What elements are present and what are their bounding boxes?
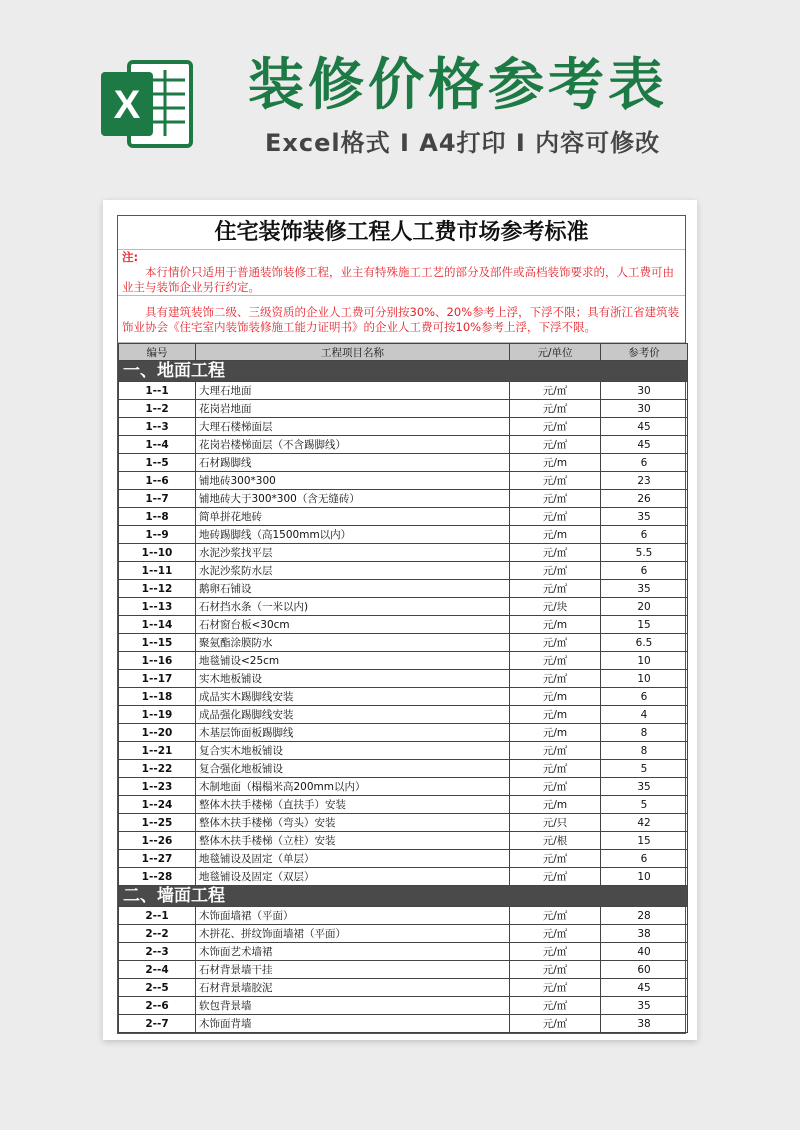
banner-title: 装修价格参考表 xyxy=(248,53,668,118)
table-row xyxy=(119,490,688,508)
cell-name: 地毯铺设及固定（双层） xyxy=(196,868,510,886)
table-row xyxy=(119,724,688,742)
cell-no: 1--6 xyxy=(119,472,196,490)
cell-no: 1--8 xyxy=(119,508,196,526)
cell-unit: 元/㎡ xyxy=(510,652,601,670)
logo-letter: X xyxy=(113,83,141,127)
cell-unit: 元/㎡ xyxy=(510,979,601,997)
cell-name: 石材挡水条（一米以内) xyxy=(196,598,510,616)
spreadsheet-page xyxy=(103,200,697,1040)
cell-no: 1--5 xyxy=(119,454,196,472)
table-row xyxy=(119,670,688,688)
cell-no: 2--3 xyxy=(119,943,196,961)
cell-no: 2--7 xyxy=(119,1015,196,1033)
cell-price: 42 xyxy=(601,814,688,832)
cell-unit: 元/m xyxy=(510,616,601,634)
cell-unit: 元/㎡ xyxy=(510,868,601,886)
table-row xyxy=(119,400,688,418)
cell-price: 60 xyxy=(601,961,688,979)
section-title: 一、地面工程 xyxy=(119,361,688,382)
cell-name: 成品实木踢脚线安装 xyxy=(196,688,510,706)
sheet-frame xyxy=(117,215,686,1034)
table-row xyxy=(119,796,688,814)
cell-no: 1--14 xyxy=(119,616,196,634)
table-row xyxy=(119,472,688,490)
cell-name: 软包背景墙 xyxy=(196,997,510,1015)
cell-price: 20 xyxy=(601,598,688,616)
cell-unit: 元/㎡ xyxy=(510,508,601,526)
cell-no: 2--6 xyxy=(119,997,196,1015)
cell-no: 1--1 xyxy=(119,382,196,400)
table-row xyxy=(119,652,688,670)
cell-unit: 元/㎡ xyxy=(510,634,601,652)
cell-name: 木饰面墙裙（平面） xyxy=(196,907,510,925)
cell-no: 1--21 xyxy=(119,742,196,760)
cell-price: 28 xyxy=(601,907,688,925)
cell-price: 23 xyxy=(601,472,688,490)
cell-unit: 元/m xyxy=(510,796,601,814)
table-row xyxy=(119,544,688,562)
cell-price: 6.5 xyxy=(601,634,688,652)
section-title: 二、墙面工程 xyxy=(119,886,688,907)
cell-no: 1--9 xyxy=(119,526,196,544)
cell-unit: 元/m xyxy=(510,526,601,544)
cell-name: 复合强化地板铺设 xyxy=(196,760,510,778)
cell-no: 1--15 xyxy=(119,634,196,652)
header-name: 工程项目名称 xyxy=(196,344,510,361)
cell-unit: 元/㎡ xyxy=(510,907,601,925)
cell-name: 简单拼花地砖 xyxy=(196,508,510,526)
cell-no: 1--4 xyxy=(119,436,196,454)
cell-no: 2--4 xyxy=(119,961,196,979)
cell-price: 38 xyxy=(601,925,688,943)
cell-price: 6 xyxy=(601,562,688,580)
table-body xyxy=(119,361,688,1033)
table-row xyxy=(119,961,688,979)
cell-name: 石材背景墙干挂 xyxy=(196,961,510,979)
excel-icon xyxy=(99,58,195,150)
cell-unit: 元/㎡ xyxy=(510,997,601,1015)
cell-unit: 元/根 xyxy=(510,832,601,850)
cell-no: 1--22 xyxy=(119,760,196,778)
cell-price: 45 xyxy=(601,436,688,454)
cell-no: 1--28 xyxy=(119,868,196,886)
cell-unit: 元/㎡ xyxy=(510,778,601,796)
price-table xyxy=(118,343,688,1033)
cell-unit: 元/㎡ xyxy=(510,760,601,778)
notes xyxy=(118,250,685,296)
table-row xyxy=(119,580,688,598)
notes-2 xyxy=(118,296,685,343)
cell-unit: 元/㎡ xyxy=(510,382,601,400)
cell-price: 6 xyxy=(601,688,688,706)
cell-price: 15 xyxy=(601,832,688,850)
table-row xyxy=(119,814,688,832)
cell-name: 花岗岩地面 xyxy=(196,400,510,418)
cell-name: 实木地板铺设 xyxy=(196,670,510,688)
cell-name: 鹅卵石铺设 xyxy=(196,580,510,598)
cell-name: 木制地面（榻榻米高200mm以内） xyxy=(196,778,510,796)
cell-price: 10 xyxy=(601,670,688,688)
cell-price: 5 xyxy=(601,796,688,814)
cell-no: 1--11 xyxy=(119,562,196,580)
table-row xyxy=(119,706,688,724)
cell-name: 水泥沙浆防水层 xyxy=(196,562,510,580)
cell-no: 1--18 xyxy=(119,688,196,706)
table-row xyxy=(119,850,688,868)
cell-price: 35 xyxy=(601,580,688,598)
cell-no: 1--17 xyxy=(119,670,196,688)
cell-name: 大理石楼梯面层 xyxy=(196,418,510,436)
cell-price: 35 xyxy=(601,997,688,1015)
cell-name: 聚氨酯涂膜防水 xyxy=(196,634,510,652)
cell-unit: 元/㎡ xyxy=(510,436,601,454)
cell-unit: 元/㎡ xyxy=(510,961,601,979)
cell-name: 木拼花、拼纹饰面墙裙（平面） xyxy=(196,925,510,943)
cell-price: 45 xyxy=(601,979,688,997)
table-row xyxy=(119,436,688,454)
cell-price: 6 xyxy=(601,526,688,544)
header-no: 编号 xyxy=(119,344,196,361)
cell-price: 8 xyxy=(601,724,688,742)
cell-price: 15 xyxy=(601,616,688,634)
cell-unit: 元/㎡ xyxy=(510,490,601,508)
banner-subtitle: Excel格式 Ⅰ A4打印 Ⅰ 内容可修改 xyxy=(265,129,661,157)
table-row xyxy=(119,382,688,400)
cell-price: 10 xyxy=(601,868,688,886)
cell-unit: 元/㎡ xyxy=(510,544,601,562)
table-row xyxy=(119,742,688,760)
cell-price: 6 xyxy=(601,850,688,868)
cell-name: 整体木扶手楼梯（直扶手）安装 xyxy=(196,796,510,814)
cell-no: 1--19 xyxy=(119,706,196,724)
note-label: 注: xyxy=(122,250,139,264)
document-title: 住宅装饰装修工程人工费市场参考标准 xyxy=(118,216,685,250)
section-header xyxy=(119,886,688,907)
cell-price: 35 xyxy=(601,508,688,526)
cell-price: 10 xyxy=(601,652,688,670)
cell-name: 整体木扶手楼梯（立柱）安装 xyxy=(196,832,510,850)
cell-unit: 元/㎡ xyxy=(510,1015,601,1033)
cell-unit: 元/㎡ xyxy=(510,472,601,490)
cell-no: 1--10 xyxy=(119,544,196,562)
cell-no: 1--20 xyxy=(119,724,196,742)
cell-name: 地毯铺设及固定（单层） xyxy=(196,850,510,868)
cell-name: 木饰面背墙 xyxy=(196,1015,510,1033)
table-row xyxy=(119,454,688,472)
cell-price: 5.5 xyxy=(601,544,688,562)
cell-price: 40 xyxy=(601,943,688,961)
cell-name: 成品强化踢脚线安装 xyxy=(196,706,510,724)
cell-name: 水泥沙浆找平层 xyxy=(196,544,510,562)
cell-no: 1--23 xyxy=(119,778,196,796)
cell-unit: 元/m xyxy=(510,688,601,706)
cell-unit: 元/只 xyxy=(510,814,601,832)
cell-no: 2--1 xyxy=(119,907,196,925)
cell-unit: 元/㎡ xyxy=(510,943,601,961)
table-row xyxy=(119,418,688,436)
cell-name: 复合实木地板铺设 xyxy=(196,742,510,760)
cell-no: 1--27 xyxy=(119,850,196,868)
header-unit: 元/单位 xyxy=(510,344,601,361)
table-row xyxy=(119,526,688,544)
banner xyxy=(0,0,800,190)
cell-unit: 元/m xyxy=(510,706,601,724)
cell-name: 石材背景墙胶泥 xyxy=(196,979,510,997)
table-row xyxy=(119,634,688,652)
table-row xyxy=(119,760,688,778)
cell-unit: 元/㎡ xyxy=(510,418,601,436)
cell-price: 30 xyxy=(601,382,688,400)
cell-no: 1--12 xyxy=(119,580,196,598)
cell-unit: 元/㎡ xyxy=(510,850,601,868)
table-row xyxy=(119,778,688,796)
cell-no: 1--3 xyxy=(119,418,196,436)
table-row xyxy=(119,868,688,886)
cell-name: 石材窗台板<30cm xyxy=(196,616,510,634)
cell-price: 45 xyxy=(601,418,688,436)
cell-price: 5 xyxy=(601,760,688,778)
cell-name: 花岗岩楼梯面层（不含踢脚线） xyxy=(196,436,510,454)
cell-unit: 元/m xyxy=(510,724,601,742)
cell-unit: 元/㎡ xyxy=(510,580,601,598)
cell-unit: 元/㎡ xyxy=(510,670,601,688)
cell-unit: 元/m xyxy=(510,454,601,472)
table-row xyxy=(119,925,688,943)
cell-price: 30 xyxy=(601,400,688,418)
cell-name: 石材踢脚线 xyxy=(196,454,510,472)
cell-price: 8 xyxy=(601,742,688,760)
cell-no: 1--26 xyxy=(119,832,196,850)
table-row xyxy=(119,943,688,961)
note-paragraph-1: 本行情价只适用于普通装饰装修工程，业主有特殊施工工艺的部分及部件或高档装饰要求的，人工费可由业主与装饰企业另行约定。 xyxy=(122,265,674,294)
cell-unit: 元/块 xyxy=(510,598,601,616)
cell-name: 木饰面艺术墙裙 xyxy=(196,943,510,961)
cell-name: 铺地砖300*300 xyxy=(196,472,510,490)
cell-no: 1--13 xyxy=(119,598,196,616)
cell-unit: 元/㎡ xyxy=(510,742,601,760)
cell-unit: 元/㎡ xyxy=(510,562,601,580)
cell-name: 大理石地面 xyxy=(196,382,510,400)
cell-no: 1--16 xyxy=(119,652,196,670)
note-paragraph-2: 具有建筑装饰二级、三级资质的企业人工费可分别按30%、20%参考上浮，下浮不限；具有浙江省建筑装饰业协会《住宅室内装饰装修施工能力证明书》的企业人工费可按10%参考上浮，下浮不限。 xyxy=(122,305,680,334)
table-header-row xyxy=(119,344,688,361)
cell-unit: 元/㎡ xyxy=(510,400,601,418)
cell-no: 2--2 xyxy=(119,925,196,943)
cell-name: 整体木扶手楼梯（弯头）安装 xyxy=(196,814,510,832)
table-row xyxy=(119,997,688,1015)
cell-no: 2--5 xyxy=(119,979,196,997)
cell-price: 6 xyxy=(601,454,688,472)
table-row xyxy=(119,907,688,925)
cell-name: 地毯铺设<25cm xyxy=(196,652,510,670)
table-row xyxy=(119,598,688,616)
table-row xyxy=(119,616,688,634)
cell-no: 1--25 xyxy=(119,814,196,832)
cell-unit: 元/㎡ xyxy=(510,925,601,943)
header-price: 参考价 xyxy=(601,344,688,361)
table-row xyxy=(119,832,688,850)
table-row xyxy=(119,508,688,526)
cell-name: 木基层饰面板踢脚线 xyxy=(196,724,510,742)
cell-price: 35 xyxy=(601,778,688,796)
cell-name: 地砖踢脚线（高1500mm以内） xyxy=(196,526,510,544)
cell-no: 1--2 xyxy=(119,400,196,418)
cell-price: 4 xyxy=(601,706,688,724)
table-row xyxy=(119,1015,688,1033)
section-header xyxy=(119,361,688,382)
table-row xyxy=(119,562,688,580)
cell-name: 铺地砖大于300*300（含无缝砖） xyxy=(196,490,510,508)
table-row xyxy=(119,688,688,706)
table-row xyxy=(119,979,688,997)
cell-no: 1--7 xyxy=(119,490,196,508)
cell-price: 38 xyxy=(601,1015,688,1033)
cell-price: 26 xyxy=(601,490,688,508)
cell-no: 1--24 xyxy=(119,796,196,814)
